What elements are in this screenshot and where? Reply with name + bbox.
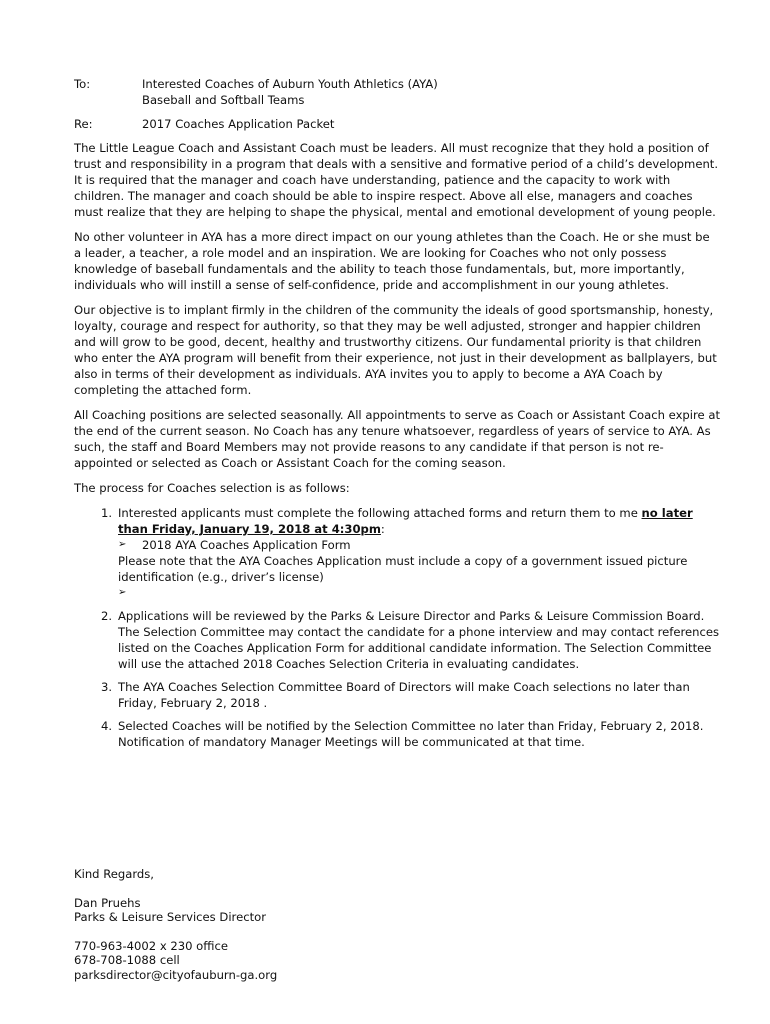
re-subject: 2017 Coaches Application Packet [142, 117, 335, 131]
paragraph-4: All Coaching positions are selected seasonally. All appointments to serve as Coach or Assistant Coach expire at the end of the current season. No Coach has any tenure whatsoever, regardless of years of service to AYA. As such, the staff and Board Members may not provide reasons to any candidate if that person is not re-appointed or selected as Coach or Assistant Coach for the coming season. [74, 408, 720, 470]
form-name: 2018 AYA Coaches Application Form [142, 538, 351, 552]
list-item [74, 718, 720, 750]
to-row [74, 76, 720, 108]
arrow-bullet-icon: ➢ [118, 539, 127, 550]
list-number: 2. [100, 609, 112, 623]
paragraph-5: The process for Coaches selection is as follows: [74, 481, 350, 495]
paragraph-2: No other volunteer in AYA has a more direct impact on our young athletes than the Coach. He or she must be a leader, a teacher, a role model and an inspiration. We are looking for Coaches who not only possess knowledge of baseball fundamentals and the ability to teach those fundamentals, but, more importantly, individuals who will instill a sense of self-confidence, pride and accomplishment in our young athletes. [74, 230, 710, 292]
re-row [74, 116, 720, 132]
signer-title: Parks & Leisure Services Director [74, 910, 266, 924]
sub-item-empty [118, 585, 720, 601]
signer-name: Dan Pruehs [74, 895, 141, 910]
deadline-text: no later than Friday, January 19, 2018 at 4:30pm [118, 506, 693, 536]
sub-item [118, 537, 720, 553]
list-item [74, 608, 720, 672]
to-line-2: Baseball and Softball Teams [142, 93, 305, 107]
id-note: Please note that the AYA Coaches Application must include a copy of a government issued picture identification (e.g., driver’s license) [118, 554, 688, 584]
to-label: To: [74, 77, 91, 91]
list-item-text: The AYA Coaches Selection Committee Board of Directors will make Coach selections no later than Friday, February 2, 2018 . [118, 680, 690, 710]
closing-block [74, 867, 714, 982]
office-phone: 770-963-4002 x 230 office [74, 938, 228, 953]
list-item-text: Interested applicants must complete the following attached forms and return them to me no later than Friday, January 19, 2018 at 4:30pm: [118, 506, 693, 536]
paragraph-3: Our objective is to implant firmly in the children of the community the ideals of good sportsmanship, honesty, loyalty, courage and respect for authority, so that they may be well adjusted, stronger and happier children and will grow to be good, decent, healthy and trustworthy citizens. Our fundamental priority is that children who enter the AYA program will benefit from their experience, not just in their development as ballplayers, but also in terms of their development as individuals. AYA invites you to apply to become a AYA Coach by completing the attached form. [74, 303, 717, 397]
list-item-text: Selected Coaches will be notified by the Selection Committee no later than Friday, February 2, 2018. Notification of mandatory Manager Meetings will be communicated at that time. [118, 719, 704, 749]
to-line-1: Interested Coaches of Auburn Youth Athletics (AYA) [142, 77, 438, 91]
cell-phone: 678-708-1088 cell [74, 953, 180, 967]
arrow-bullet-icon: ➢ [118, 587, 127, 598]
to-recipients [142, 76, 720, 108]
list-item-text: Applications will be reviewed by the Parks & Leisure Director and Parks & Leisure Commission Board. The Selection Committee may contact the candidate for a phone interview and may contact references listed on the Coaches Application Form for additional candidate information. The Selection Committee will use the attached 2018 Coaches Selection Criteria in evaluating candidates. [118, 609, 720, 671]
list-item [74, 505, 720, 601]
email-address: parksdirector@cityofauburn-ga.org [74, 967, 278, 982]
list-number: 4. [100, 719, 112, 733]
re-label: Re: [74, 117, 93, 131]
list-number: 1. [100, 506, 112, 520]
paragraph-1: The Little League Coach and Assistant Coach must be leaders. All must recognize that they hold a position of trust and responsibility in a program that deals with a sensitive and formative period of a child’s development. It is required that the manager and coach have understanding, patience and the capacity to work with children. The manager and coach should be able to inspire respect. Above all else, managers and coaches must realize that they are helping to shape the physical, mental and emotional development of young people. [74, 141, 719, 219]
letter-body [74, 76, 720, 757]
list-item [74, 679, 720, 711]
closing-regards: Kind Regards, [74, 867, 154, 881]
process-list [74, 505, 720, 750]
list-number: 3. [100, 680, 112, 694]
